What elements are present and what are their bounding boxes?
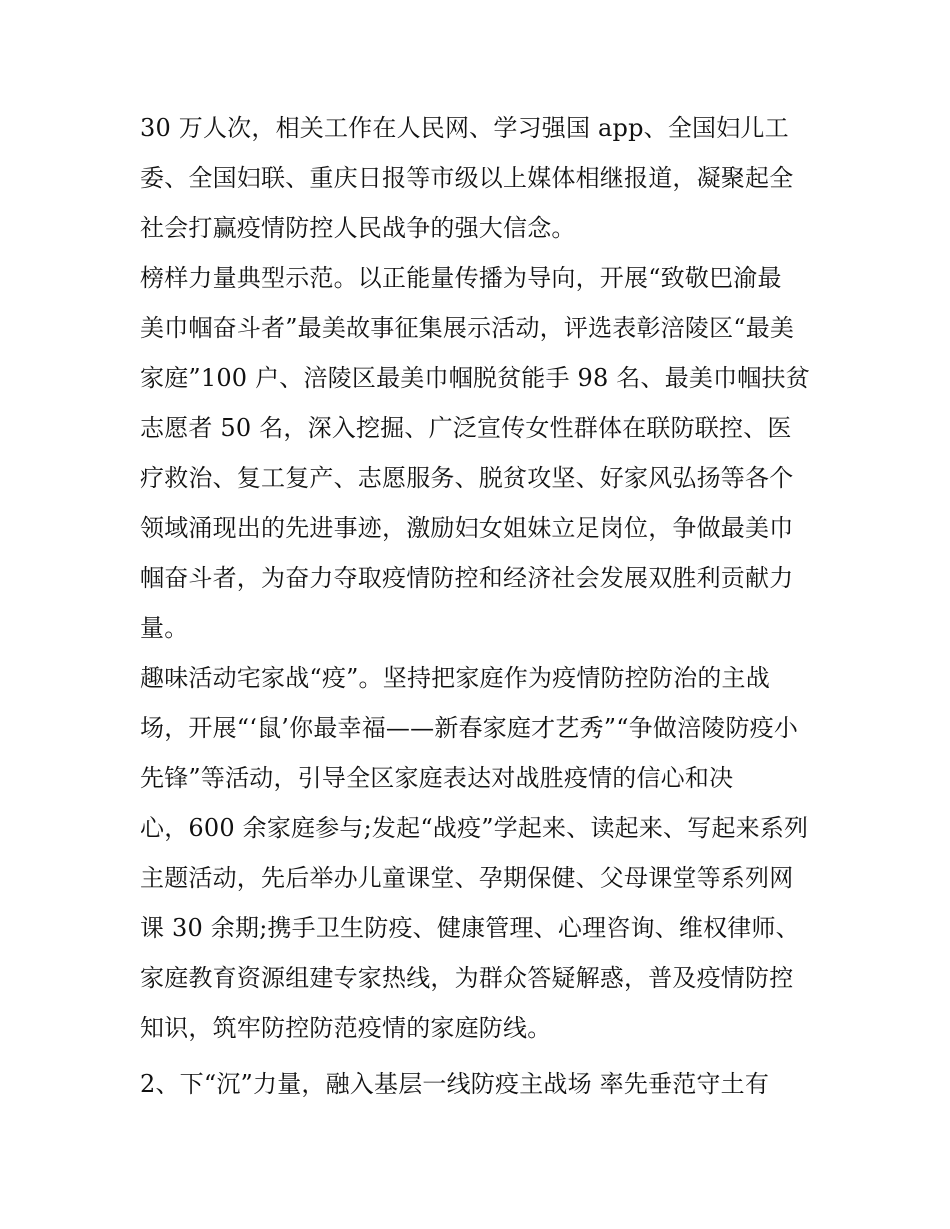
text-line: 社会打赢疫情防控人民战争的强大信念。 bbox=[140, 214, 576, 242]
text-line: 帼奋斗者，为奋力夺取疫情防控和经济社会发展双胜利贡献力 bbox=[140, 564, 794, 592]
text-line: 委、全国妇联、重庆日报等市级以上媒体相继报道，凝聚起全 bbox=[140, 164, 794, 192]
text-line: 美巾帼奋斗者”最美故事征集展示活动，评选表彰涪陵区“最美 bbox=[140, 314, 795, 342]
section-heading: 2、下“沉”力量，融入基层一线防疫主战场 率先垂范守土有 bbox=[140, 1070, 770, 1098]
text-line: 榜样力量典型示范。以正能量传播为导向，开展“致敬巴渝最 bbox=[140, 264, 782, 292]
text-line: 心，600 余家庭参与;发起“战疫”学起来、读起来、写起来系列 bbox=[140, 814, 809, 842]
text-line: 场，开展“‘鼠’你最幸福——新春家庭才艺秀”“争做涪陵防疫小 bbox=[140, 714, 799, 742]
text-line: 先锋”等活动，引导全区家庭表达对战胜疫情的信心和决 bbox=[140, 764, 734, 792]
text-line: 家庭”100 户、涪陵区最美巾帼脱贫能手 98 名、最美巾帼扶贫 bbox=[140, 364, 810, 392]
text-line: 30 万人次，相关工作在人民网、学习强国 app、全国妇儿工 bbox=[140, 114, 789, 142]
text-line: 疗救治、复工复产、志愿服务、脱贫攻坚、好家风弘扬等各个 bbox=[140, 464, 794, 492]
text-line: 趣味活动宅家战“疫”。坚持把家庭作为疫情防控防治的主战 bbox=[140, 664, 770, 692]
text-line: 量。 bbox=[140, 614, 189, 642]
text-line: 家庭教育资源组建专家热线，为群众答疑解惑，普及疫情防控 bbox=[140, 964, 794, 992]
text-line: 课 30 余期;携手卫生防疫、健康管理、心理咨询、维权律师、 bbox=[140, 914, 800, 942]
text-line: 主题活动，先后举办儿童课堂、孕期保健、父母课堂等系列网 bbox=[140, 864, 794, 892]
text-line: 知识，筑牢防控防范疫情的家庭防线。 bbox=[140, 1014, 552, 1042]
text-line: 志愿者 50 名，深入挖掘、广泛宣传女性群体在联防联控、医 bbox=[140, 414, 792, 442]
text-line: 领域涌现出的先进事迹，激励妇女姐妹立足岗位，争做最美巾 bbox=[140, 514, 794, 542]
